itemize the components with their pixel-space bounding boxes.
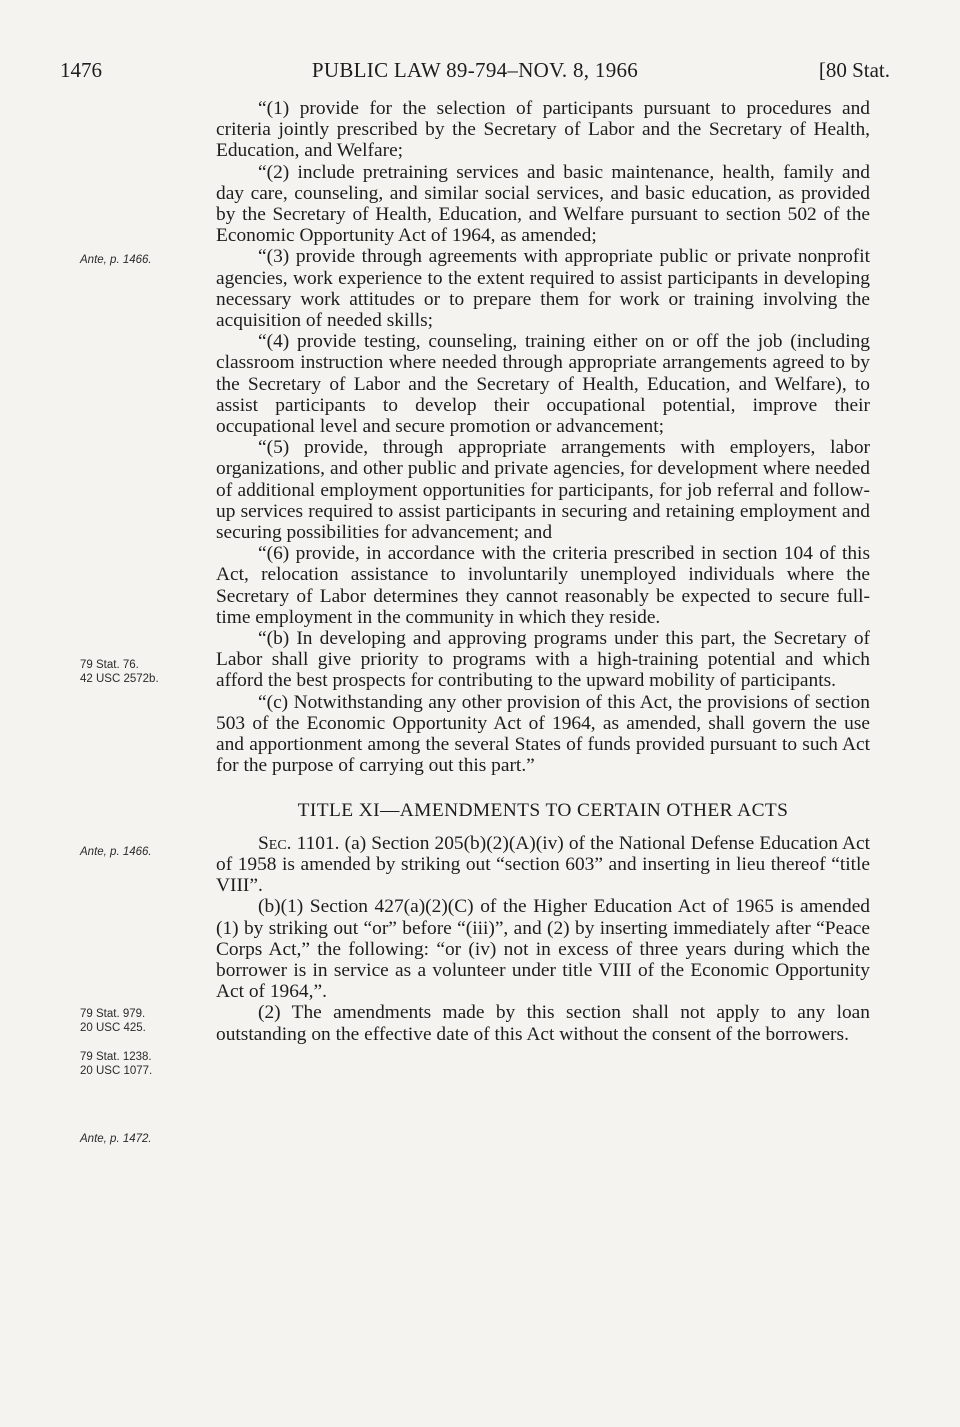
margin-note: Ante, p. 1472. bbox=[80, 1133, 152, 1145]
margin-note: 79 Stat. 76. 42 USC 2572b. bbox=[80, 659, 159, 685]
volume-reference: [80 Stat. bbox=[818, 58, 890, 82]
paragraph bbox=[216, 833, 870, 897]
margin-note: 79 Stat. 1238. 20 USC 1077. bbox=[80, 1051, 153, 1077]
statute-body bbox=[216, 98, 870, 1045]
paragraph: “(2) include pretraining services and basic maintenance, health, family and day care, counseling, and similar social services, and basic education, as provided by the Secretary of Health, Education, and Welfare pursuant to section 502 of the Economic Opportunity Act of 1964, as amended; bbox=[216, 161, 870, 247]
paragraph: “(4) provide testing, counseling, training either on or off the job (including classroom instruction where needed through appropriate arrangements agreed to by the Secretary of Labor and the Secretary of Health, Education, and Welfare), to assist participants to develop their occupational potential, improve their occupational level and secure promotion or advancement; bbox=[216, 331, 870, 438]
paragraph: “(1) provide for the selection of participants pursuant to procedures and criteria jointly prescribed by the Secretary of Labor and the Secretary of Health, Education, and Welfare; bbox=[216, 98, 870, 162]
running-head: PUBLIC LAW 89-794–NOV. 8, 1966 bbox=[311, 58, 639, 82]
margin-note: 79 Stat. 979. 20 USC 425. bbox=[80, 1008, 146, 1034]
paragraph-text: (a) Section 205(b)(2)(A)(iv) of the National Defense Education Act of 1958 is amended by striking out “section 603” and inserting in lieu thereof “title VIII”. bbox=[216, 832, 870, 897]
paragraph: “(3) provide through agreements with appropriate public or private nonprofit agencies, work experience to the extent required to assist participants in developing necessary work attitudes or to prepare them for work or training involving the acquisition of needed skills; bbox=[216, 246, 870, 332]
paragraph: (2) The amendments made by this section shall not apply to any loan outstanding on the effective date of this Act without the consent of the borrowers. bbox=[216, 1002, 870, 1045]
paragraph: (b)(1) Section 427(a)(2)(C) of the Higher Education Act of 1965 is amended (1) by striking out “or” before “(iii)”, and (2) by inserting immediately after “Peace Corps Act,” the following: “or (iv) not in excess of three years during which the borrower is in service as a volunteer under title VIII of the Economic Opportunity Act of 1964,”. bbox=[216, 896, 870, 1003]
page-number: 1476 bbox=[60, 58, 102, 82]
margin-notes bbox=[0, 0, 200, 1427]
margin-note: Ante, p. 1466. bbox=[80, 846, 152, 858]
paragraph: “(c) Notwithstanding any other provision of this Act, the provisions of section 503 of the Economic Opportunity Act of 1964, as amended, shall govern the use and apportionment among the several States of funds provided pursuant to such Act for the purpose of carrying out this part.” bbox=[216, 691, 870, 777]
paragraph: “(6) provide, in accordance with the criteria prescribed in section 104 of this Act, relocation assistance to involuntarily unemployed individuals where the Secretary of Labor determines they cannot reasonably be expected to secure full-time employment in the community in which they reside. bbox=[216, 543, 870, 628]
section-label: Sec. 1101. bbox=[258, 832, 340, 854]
paragraph: “(5) provide, through appropriate arrangements with employers, labor organizations, and other public and private agencies, for development where needed of additional employment opportunities for participants, for job referral and follow-up services required to assist participants in securing and retaining employment and securing possibilities for advancement; and bbox=[216, 437, 870, 544]
title-heading: TITLE XI—AMENDMENTS TO CERTAIN OTHER ACTS bbox=[297, 799, 789, 821]
margin-note: Ante, p. 1466. bbox=[80, 254, 152, 266]
paragraph: “(b) In developing and approving programs under this part, the Secretary of Labor shall give priority to programs with a high-training potential and which afford the best prospects for contributing to the upward mobility of participants. bbox=[216, 628, 870, 692]
